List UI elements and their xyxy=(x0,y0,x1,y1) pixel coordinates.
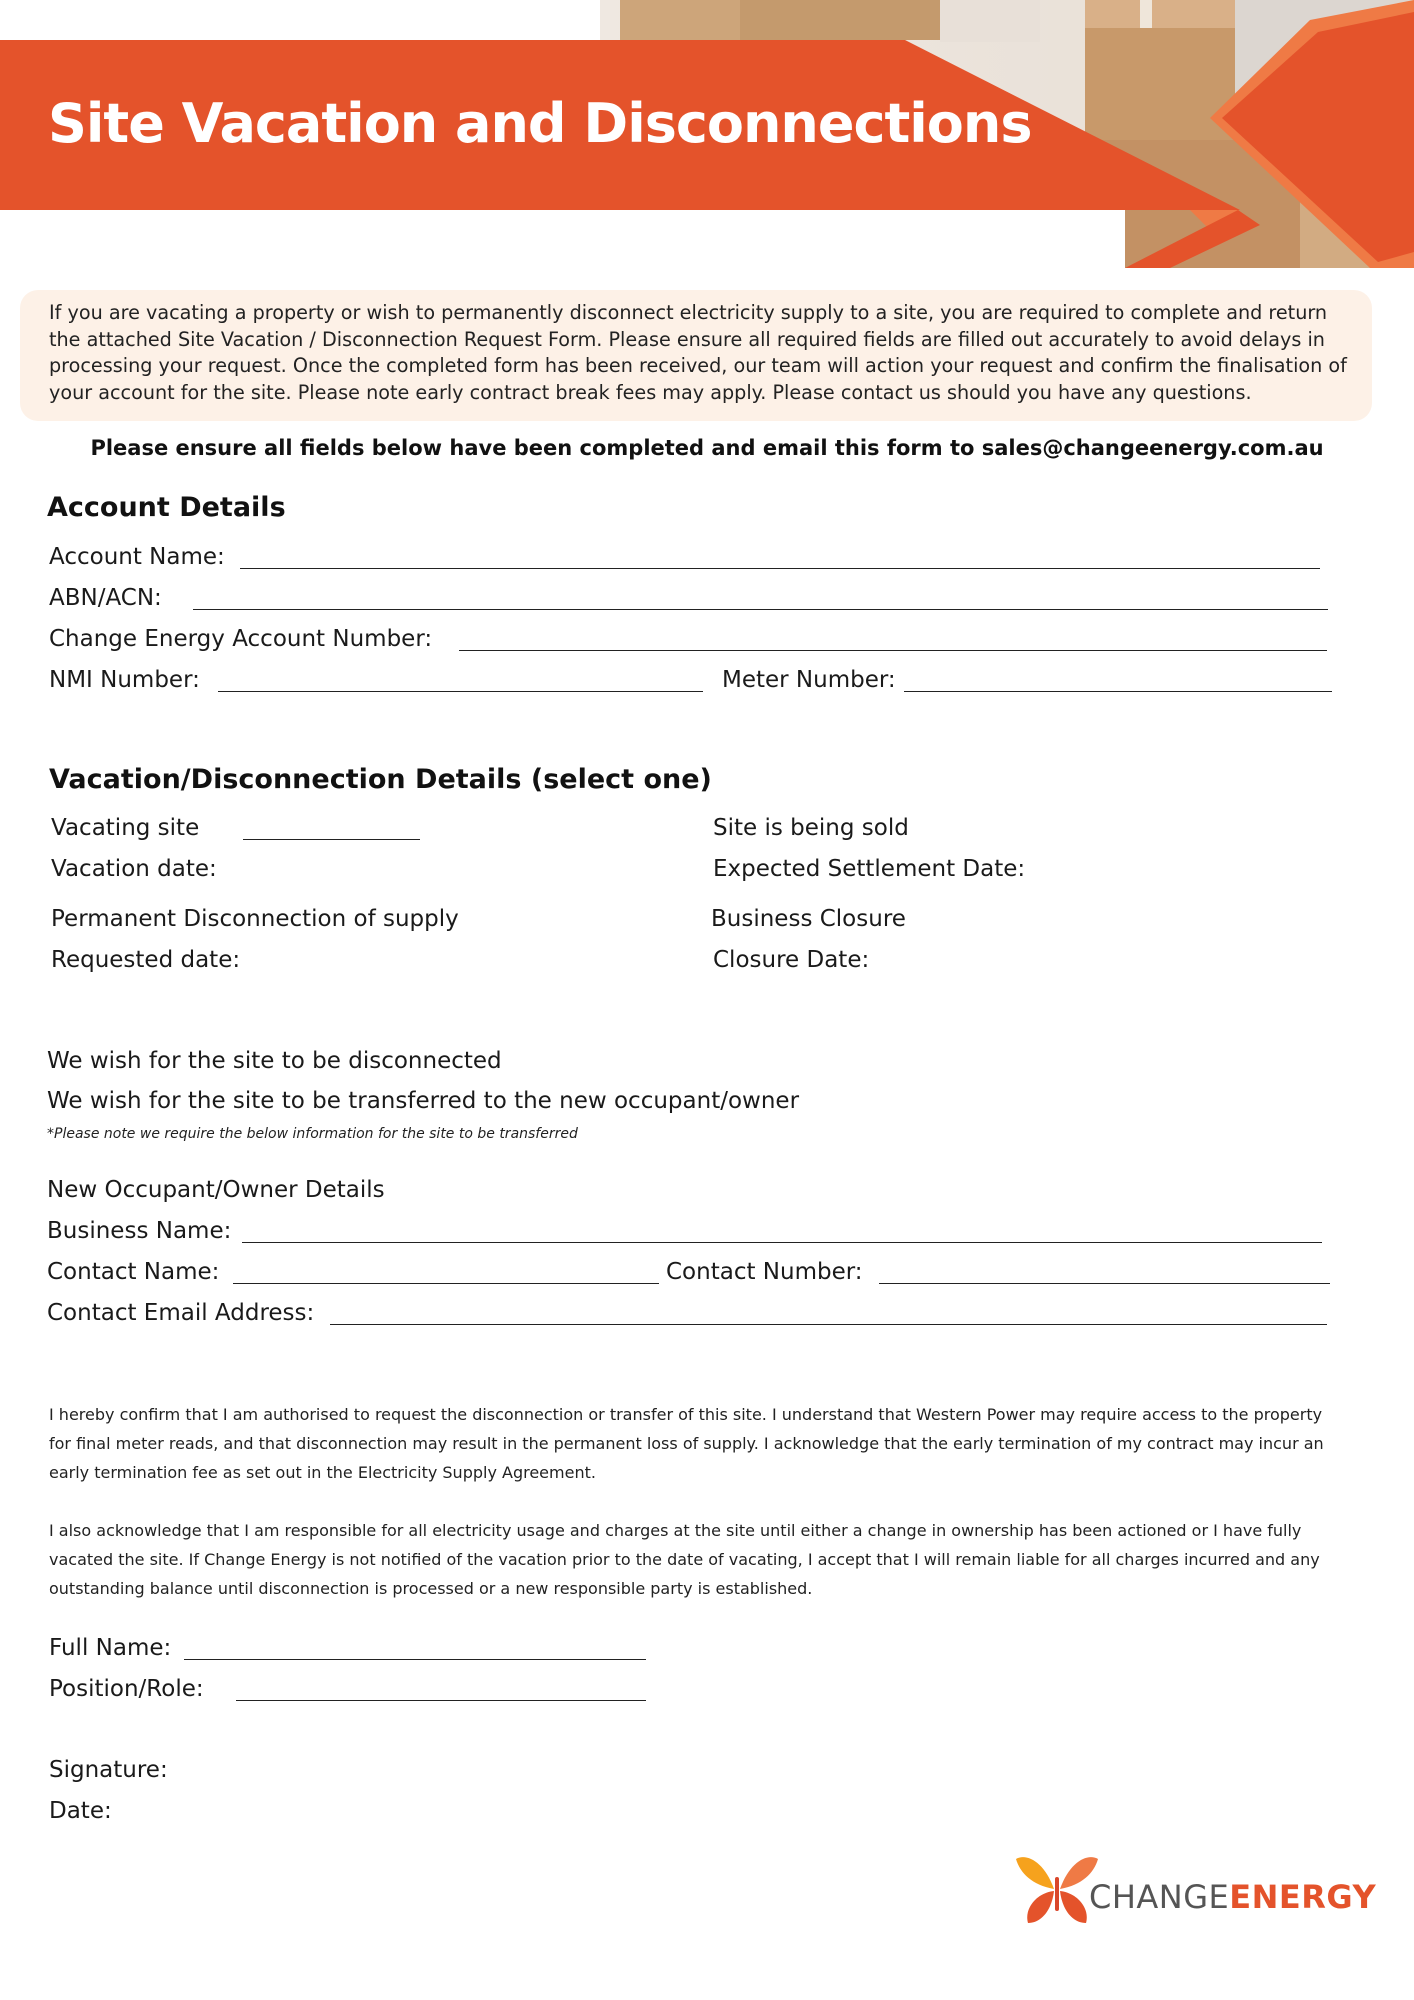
business-name-field[interactable] xyxy=(242,1242,1322,1243)
transfer-option[interactable]: We wish for the site to be transferred to the new occupant/owner xyxy=(47,1088,800,1114)
contact-name-field[interactable] xyxy=(233,1283,659,1284)
position-field[interactable] xyxy=(236,1700,646,1701)
transfer-note: *Please note we require the below information for the site to be transferred xyxy=(47,1126,578,1142)
meter-label: Meter Number: xyxy=(722,667,896,693)
nmi-field[interactable] xyxy=(218,691,703,692)
intro-text: If you are vacating a property or wish to permanently disconnect electricity supply to a site, you are required to complete and return the attached Site Vacation / Disconnection Request Form. Please ensure all required fields are filled out accurately to avoid delays in processing your request. Once the completed form has been received, our team will action your request and confirm the finalisation of your account for the site. Please note early contract break fees may apply. Please contact us should you have any questions. xyxy=(49,301,1347,404)
new-occupant-heading: New Occupant/Owner Details xyxy=(47,1177,385,1203)
date-label: Date: xyxy=(49,1798,112,1824)
account-name-field[interactable] xyxy=(240,568,1320,569)
full-name-field[interactable] xyxy=(184,1659,646,1660)
abn-field[interactable] xyxy=(193,609,1328,610)
logo-word-energy: ENERGY xyxy=(1229,1878,1377,1916)
requested-date-label: Requested date: xyxy=(51,947,241,973)
account-name-label: Account Name: xyxy=(49,544,225,570)
vacation-details-heading: Vacation/Disconnection Details (select one) xyxy=(49,764,712,795)
page-title: Site Vacation and Disconnections xyxy=(48,92,1032,155)
contact-name-label: Contact Name: xyxy=(47,1259,220,1285)
account-details-heading: Account Details xyxy=(47,492,286,523)
position-label: Position/Role: xyxy=(49,1676,204,1702)
permanent-disconnection-option[interactable]: Permanent Disconnection of supply xyxy=(51,906,459,932)
butterfly-logo-icon xyxy=(1014,1851,1100,1927)
account-number-label: Change Energy Account Number: xyxy=(49,626,433,652)
vacating-site-line xyxy=(243,839,420,840)
meter-field[interactable] xyxy=(904,691,1332,692)
site-sold-option[interactable]: Site is being sold xyxy=(713,815,909,841)
contact-email-label: Contact Email Address: xyxy=(47,1300,315,1326)
nmi-label: NMI Number: xyxy=(49,667,200,693)
full-name-label: Full Name: xyxy=(49,1635,172,1661)
logo-word-change: CHANGE xyxy=(1089,1878,1230,1916)
settlement-date-label: Expected Settlement Date: xyxy=(713,856,1026,882)
liability-paragraph: I also acknowledge that I am responsible for all electricity usage and charges at the site until either a change in ownership has been actioned or I have fully vacated the site. If Change Energy is not notified of the vacation prior to the date of vacating, I accept that I will remain liable for all charges incurred and any outstanding balance until disconnection is processed or a new responsible party is established. xyxy=(49,1521,1320,1598)
contact-email-field[interactable] xyxy=(330,1324,1327,1325)
disconnect-option[interactable]: We wish for the site to be disconnected xyxy=(47,1048,502,1074)
account-number-field[interactable] xyxy=(459,650,1327,651)
signature-label: Signature: xyxy=(49,1757,168,1783)
logo-wordmark xyxy=(1089,1878,1376,1916)
closure-date-label: Closure Date: xyxy=(713,947,870,973)
business-name-label: Business Name: xyxy=(47,1218,232,1244)
vacating-site-option[interactable]: Vacating site xyxy=(51,815,200,841)
contact-number-label: Contact Number: xyxy=(666,1259,863,1285)
business-closure-option[interactable]: Business Closure xyxy=(711,906,906,932)
authorisation-paragraph: I hereby confirm that I am authorised to request the disconnection or transfer of this site. I understand that Western Power may require access to the property for final meter reads, and that disconnection may result in the permanent loss of supply. I acknowledge that the early termination of my contract may incur an early termination fee as set out in the Electricity Supply Agreement. xyxy=(49,1405,1324,1482)
abn-label: ABN/ACN: xyxy=(49,585,162,611)
contact-number-field[interactable] xyxy=(879,1283,1330,1284)
email-instruction: Please ensure all fields below have been completed and email this form to sales@changeenergy.com.au xyxy=(90,436,1324,460)
vacation-date-label: Vacation date: xyxy=(51,856,217,882)
